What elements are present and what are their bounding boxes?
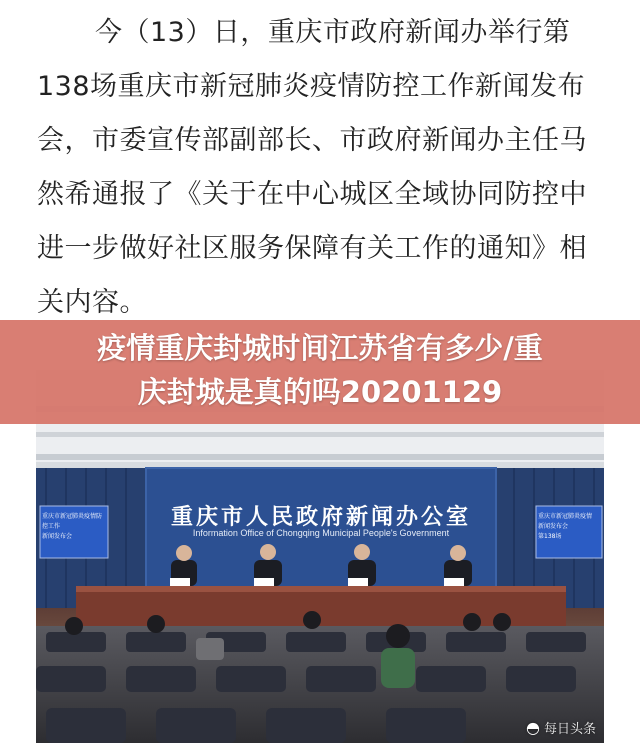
- left-screen-line-2: 新闻发布会: [42, 533, 73, 540]
- watermark: [526, 718, 596, 737]
- right-screen: [538, 512, 600, 542]
- backdrop-title: 重庆市人民政府新闻办公室: [170, 505, 471, 530]
- overlay-title[interactable]: [0, 326, 640, 414]
- watermark-text: 每日头条: [543, 722, 596, 737]
- right-screen-line-2: 新闻发布会: [538, 523, 569, 530]
- right-screen-line-1: 重庆市新冠肺炎疫情: [538, 513, 593, 520]
- left-screen: [42, 512, 106, 542]
- photo-scene: [36, 370, 604, 743]
- press-conference-photo: [36, 370, 604, 743]
- overlay-title-line-1: 疫情重庆封城时间江苏省有多少/重: [97, 331, 543, 365]
- left-screen-line-1: 重庆市新冠肺炎疫情防控工作: [42, 513, 103, 530]
- watermark-logo-icon: ◓: [526, 718, 540, 737]
- overlay-title-line-2: 庆封城是真的吗20201129: [137, 375, 503, 409]
- backdrop-subtitle: Information Office of Chongqing Municipal People's Government: [192, 528, 450, 538]
- article-paragraph: 今（13）日，重庆市政府新闻办举行第138场重庆市新冠肺炎疫情防控工作新闻发布会，市委宣传部副部长、市政府新闻办主任马然希通报了《关于在中心城区全域协同防控中进一步做好社区服务保障有关工作的通知》相关内容。: [37, 17, 587, 318]
- right-screen-line-3: 第138场: [538, 533, 562, 540]
